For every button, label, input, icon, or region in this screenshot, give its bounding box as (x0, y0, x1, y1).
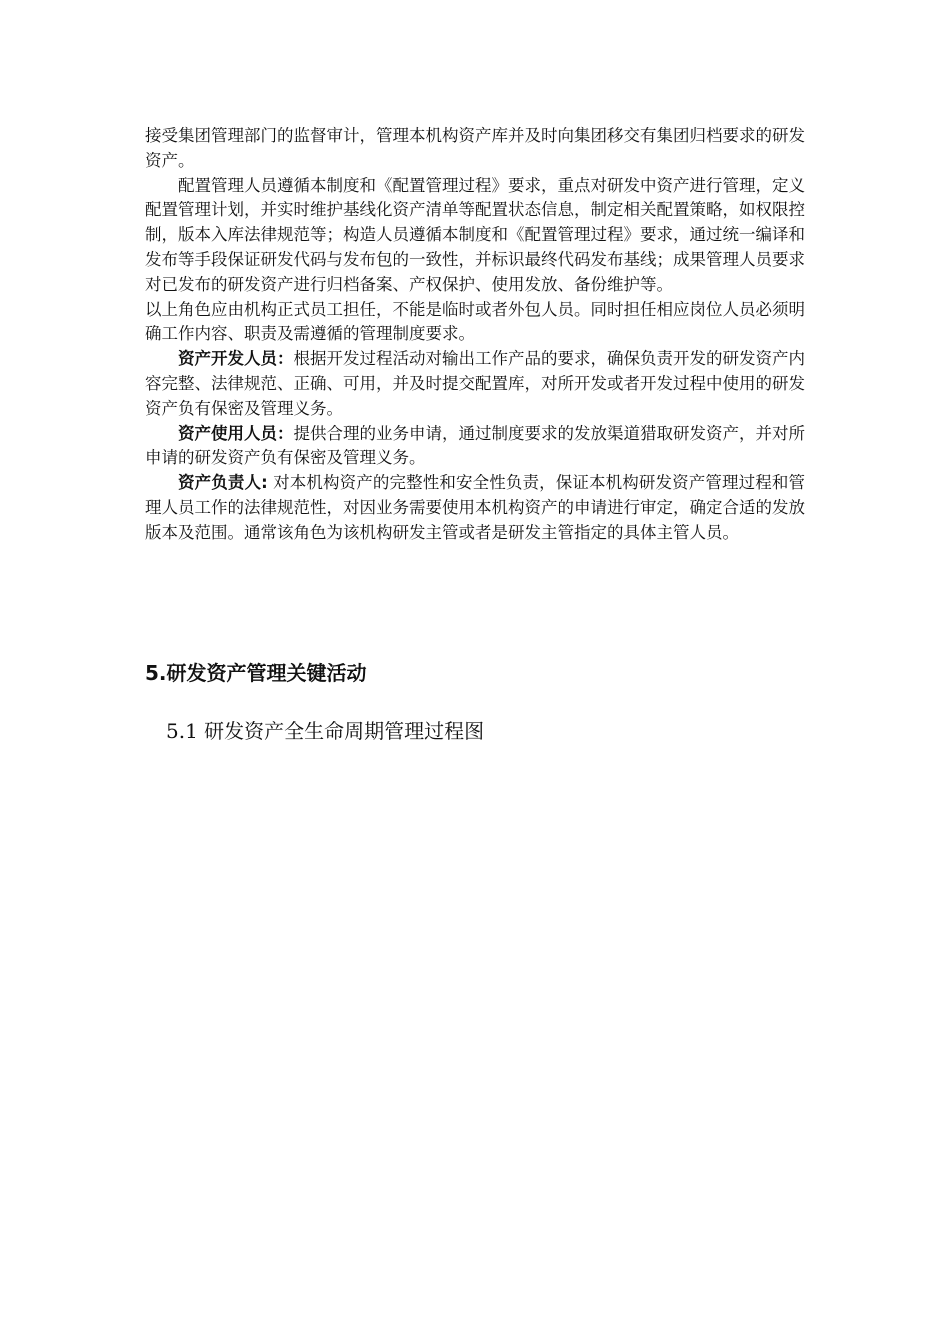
desc-asset-owner: 对本机构资产的完整性和安全性负责，保证本机构研发资产管理过程和管理人员工作的法律规范性，对因业务需要使用本机构资产的申请进行审定，确定合适的发放版本及范围。通常该角色为该机构研发主管或者是研发主管指定的具体主管人员。 (145, 473, 805, 542)
paragraph-asset-owner (145, 471, 805, 545)
paragraph-role-requirements: 以上角色应由机构正式员工担任，不能是临时或者外包人员。同时担任相应岗位人员必须明确工作内容、职责及需遵循的管理制度要求。 (145, 299, 805, 344)
paragraph-asset-user (145, 422, 805, 472)
paragraph-config-manager: 配置管理人员遵循本制度和《配置管理过程》要求，重点对研发中资产进行管理，定义配置管理计划，并实时维护基线化资产清单等配置状态信息，制定相关配置策略，如权限控制，版本入库法律规范等；构造人员遵循本制度和《配置管理过程》要求，通过统一编译和发布等手段保证研发代码与发布包的一致性，并标识最终代码发布基线；成果管理人员要求对已发布的研发资产进行归档备案、产权保护、使用发放、备份维护等。 (145, 175, 805, 294)
paragraph-asset-developer (145, 347, 805, 421)
body-text (145, 124, 805, 546)
section-heading: 5.研发资产管理关键活动 (145, 661, 367, 685)
paragraph-audit: 接受集团管理部门的监督审计，管理本机构资产库并及时向集团移交有集团归档要求的研发资产。 (145, 126, 805, 170)
term-asset-developer: 资产开发人员： (178, 349, 294, 369)
term-asset-owner: 资产负责人: (178, 473, 268, 493)
desc-asset-developer: 根据开发过程活动对输出工作产品的要求，确保负责开发的研发资产内容完整、法律规范、正确、可用，并及时提交配置库，对所开发或者开发过程中使用的研发资产负有保密及管理义务。 (145, 349, 805, 418)
subsection-heading: 5.1 研发资产全生命周期管理过程图 (166, 719, 485, 743)
term-asset-user: 资产使用人员： (178, 423, 294, 443)
desc-asset-user: 提供合理的业务申请，通过制度要求的发放渠道猎取研发资产，并对所申请的研发资产负有保密及管理义务。 (145, 423, 805, 468)
